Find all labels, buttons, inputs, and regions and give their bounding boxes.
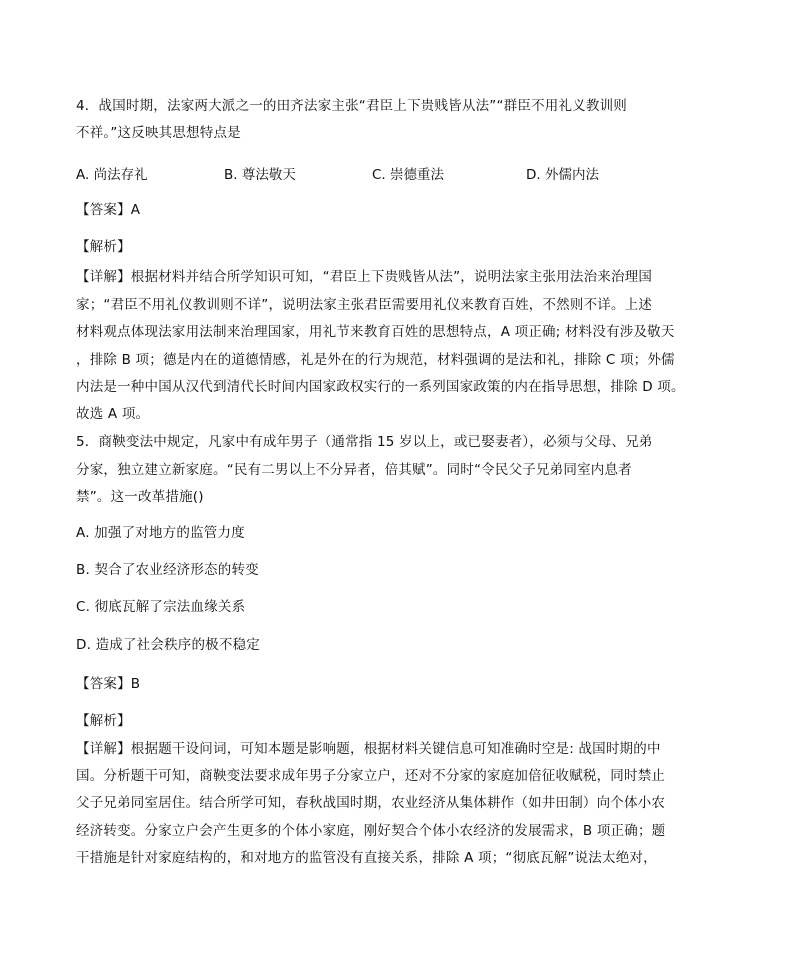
q5-analysis-heading: 【解析】 [76,713,131,729]
q5-answer: 【答案】B [76,676,141,692]
q4-answer: 【答案】A [76,202,141,218]
q5-analysis-line: 父子兄弟同室居住。结合所学可知，春秋战国时期，农业经济从集体耕作（如井田制）向个体小农 [76,795,666,811]
q5-option-d: D. 造成了社会秩序的极不稳定 [76,637,260,653]
q4-analysis-line: 内法是一种中国从汉代到清代长时间内国家政权实行的一系列国家政策的内在指导思想，排除 D 项。 [76,379,685,395]
q4-analysis-line: 材料观点体现法家用法制来治理国家，用礼节来教育百姓的思想特点，A 项正确; 材料没有涉及敬天 [76,324,675,340]
q5-option-a: A. 加强了对地方的监管力度 [76,525,245,541]
q5-option-c: C. 彻底瓦解了宗法血缘关系 [76,599,246,615]
q4-analysis-line: 【详解】根据材料并结合所学知识可知，“君臣上下贵贱皆从法”，说明法家主张用法治来治理国 [76,269,653,285]
q5-stem-line-1: 5．商鞅变法中规定，凡家中有成年男子（通常指 15 岁以上，或已娶妻者），必须与父母、兄弟 [76,434,653,450]
q4-analysis-line: ，排除 B 项；德是内在的道德情感，礼是外在的行为规范，材料强调的是法和礼，排除 C 项；外儒 [76,352,675,368]
q4-analysis-heading: 【解析】 [76,239,131,255]
q4-analysis-line: 故选 A 项。 [76,406,150,422]
q4-stem-line-2: 不祥。”这反映其思想特点是 [76,125,241,141]
q5-analysis-line: 【详解】根据题干设问词，可知本题是影响题，根据材料关键信息可知准确时空是: 战国时期的中 [76,741,661,757]
q4-option-a: A. 尚法存礼 [76,167,148,183]
q5-analysis-line: 国。分析题干可知，商鞅变法要求成年男子分家立户，还对不分家的家庭加倍征收赋税，同时禁止 [76,768,666,784]
q5-analysis-line: 干措施是针对家庭结构的，和对地方的监管没有直接关系，排除 A 项；“彻底瓦解”说法太绝对， [76,850,657,866]
q4-option-b: B. 尊法敬天 [224,167,296,183]
q4-analysis-line: 家；“君臣不用礼仪教训则不详”，说明法家主张君臣需要用礼仪来教育百姓，不然则不详。上述 [76,297,653,313]
q4-option-d: D. 外儒内法 [526,167,599,183]
q4-stem-line-1: 4．战国时期，法家两大派之一的田齐法家主张“君臣上下贵贱皆从法”“群臣不用礼义教训则 [76,98,627,114]
q4-options [76,163,716,181]
q5-stem-line-2: 分家，独立建立新家庭。“民有二男以上不分异者，倍其赋”。同时“令民父子兄弟同室内息者 [76,462,632,478]
q5-stem-line-3: 禁”。这一改革措施() [76,489,204,505]
q4-option-c: C. 崇德重法 [372,167,445,183]
q5-analysis-line: 经济转变。分家立户会产生更多的个体小家庭，刚好契合个体小农经济的发展需求，B 项正确；题 [76,823,666,839]
q5-option-b: B. 契合了农业经济形态的转变 [76,562,259,578]
